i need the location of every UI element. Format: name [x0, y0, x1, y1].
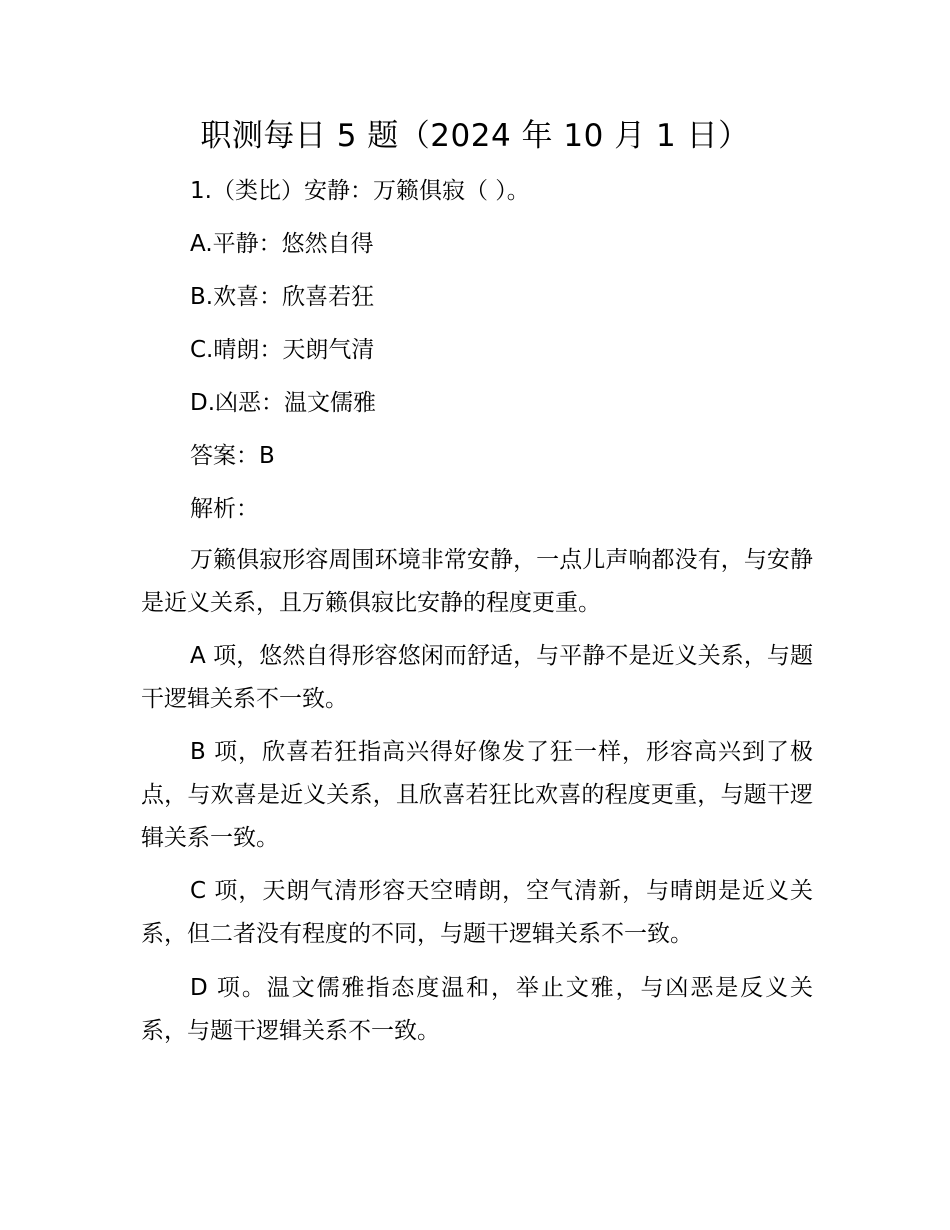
option-c: C.晴朗：天朗气清	[190, 337, 375, 363]
analysis-paragraph-d: D 项。温文儒雅指态度温和，举止文雅，与凶恶是反义关系，与题干逻辑关系不一致。	[141, 975, 813, 1044]
page-title: 职测每日 5 题（2024 年 10 月 1 日）	[200, 118, 750, 154]
answer-text: 答案：B	[190, 443, 275, 469]
option-b: B.欢喜：欣喜若狂	[190, 284, 375, 310]
analysis-paragraph-a: A 项，悠然自得形容悠闲而舒适，与平静不是近义关系，与题干逻辑关系不一致。	[141, 643, 813, 712]
option-a: A.平静：悠然自得	[190, 231, 374, 257]
question-text: 1.（类比）安静：万籁俱寂（ ）。	[190, 178, 530, 204]
analysis-paragraph: 万籁俱寂形容周围环境非常安静，一点儿声响都没有，与安静是近义关系，且万籁俱寂比安静的程度更重。	[141, 547, 813, 616]
option-d: D.凶恶：温文儒雅	[190, 390, 377, 416]
analysis-label: 解析：	[190, 496, 259, 522]
analysis-paragraph-c: C 项，天朗气清形容天空晴朗，空气清新，与晴朗是近义关系，但二者没有程度的不同，与题干逻辑关系不一致。	[141, 878, 813, 947]
analysis-paragraph-b: B 项，欣喜若狂指高兴得好像发了狂一样，形容高兴到了极点，与欢喜是近义关系，且欣喜若狂比欢喜的程度更重，与题干逻辑关系一致。	[141, 739, 813, 851]
